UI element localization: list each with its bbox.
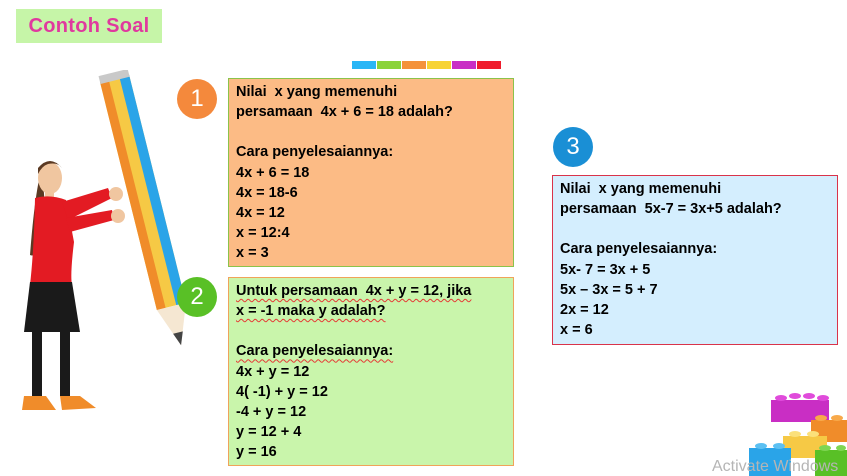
windows-activation-watermark: Activate Windows <box>712 458 839 475</box>
solution-step: 4x + y = 12 <box>236 363 310 380</box>
solution-step: -4 + y = 12 <box>236 404 307 421</box>
question-text-line: Untuk persamaan 4x + y = 12, jika <box>236 283 472 299</box>
solution-step: 5x – 3x = 5 + 7 <box>560 281 658 298</box>
solution-heading: Cara penyelesaiannya: <box>560 241 718 258</box>
question-1-box <box>228 78 514 267</box>
solution-step: 4x = 18-6 <box>236 184 298 201</box>
question-2-box <box>228 277 514 466</box>
question-text-line: Nilai x yang memenuhi <box>236 84 398 100</box>
color-swatch <box>352 61 376 69</box>
question-number-badge: 2 <box>177 277 217 317</box>
solution-heading: Cara penyelesaiannya: <box>236 144 394 161</box>
girl-with-pencil-illustration <box>0 70 200 420</box>
solution-step: 4x + 6 = 18 <box>236 164 310 181</box>
solution-heading: Cara penyelesaiannya: <box>236 343 394 360</box>
question-text-line: persamaan 5x-7 = 3x+5 adalah? <box>560 201 782 218</box>
solution-step: 4( -1) + y = 12 <box>236 383 328 400</box>
solution-step: x = 6 <box>560 322 593 339</box>
page-title: Contoh Soal <box>28 14 150 37</box>
color-swatch <box>377 61 401 69</box>
solution-step: 2x = 12 <box>560 302 609 319</box>
question-text-line: x = -1 maka y adalah? <box>236 303 386 320</box>
solution-step: y = 16 <box>236 444 277 461</box>
color-swatch <box>427 61 451 69</box>
question-number-badge: 1 <box>177 79 217 119</box>
color-swatch <box>477 61 501 69</box>
title-box <box>16 9 162 43</box>
question-number-badge: 3 <box>553 127 593 167</box>
solution-step: y = 12 + 4 <box>236 424 302 441</box>
color-swatch <box>402 61 426 69</box>
question-text-line: Nilai x yang memenuhi <box>560 181 722 197</box>
solution-step: 5x- 7 = 3x + 5 <box>560 261 651 278</box>
solution-step: 4x = 12 <box>236 205 285 222</box>
color-swatch <box>452 61 476 69</box>
color-strip <box>352 61 502 69</box>
solution-step: x = 3 <box>236 245 269 262</box>
question-text-line: persamaan 4x + 6 = 18 adalah? <box>236 104 453 121</box>
question-3-box <box>552 175 838 345</box>
solution-step: x = 12:4 <box>236 225 290 242</box>
